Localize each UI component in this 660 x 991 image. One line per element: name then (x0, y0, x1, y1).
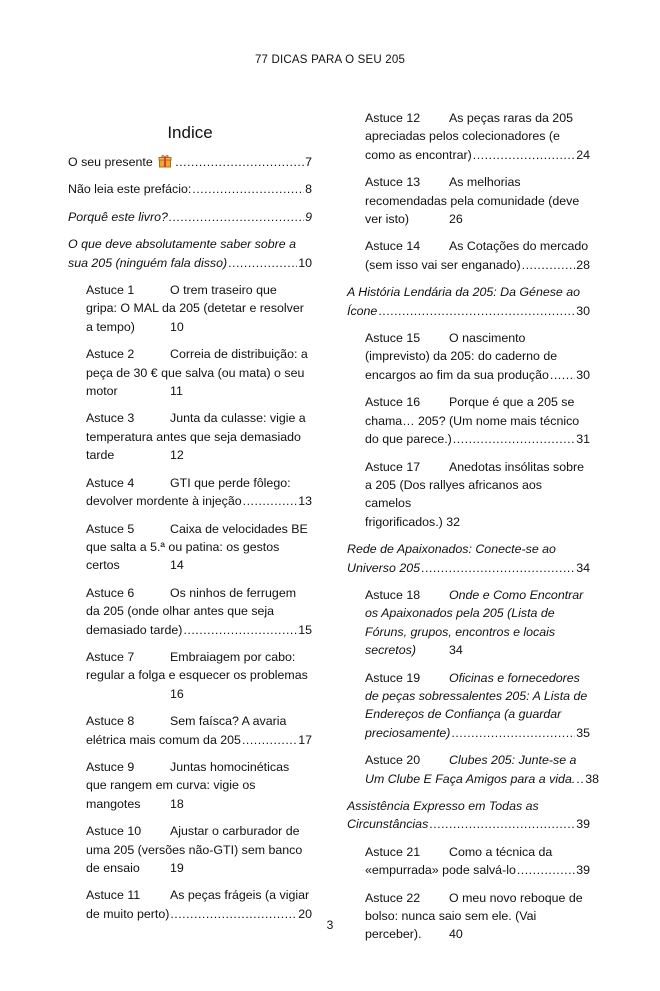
toc-page-number: 16 (170, 686, 184, 701)
toc-entry-label: Onde e Como Encontrar (449, 587, 584, 602)
toc-entry-label: demasiado tarde) (86, 622, 183, 637)
toc-entry-label: A História Lendária da 205: Da Génese ao (347, 285, 581, 300)
toc-page-number: 34 (449, 643, 463, 658)
toc-entry-label: Sem faísca? A avaria (170, 714, 287, 729)
toc-astuce-key: Astuce 6 (86, 585, 135, 600)
toc-column-right (347, 109, 600, 953)
toc-entry-label: (imprevisto) da 205: do caderno de (365, 349, 558, 364)
toc-entry-astuce-4[interactable] (68, 474, 312, 511)
toc-entry-label: de muito perto) (86, 906, 170, 921)
toc-column-left (68, 153, 312, 932)
toc-astuce-key: Astuce 20 (365, 753, 421, 768)
toc-page-number: 40 (449, 927, 463, 942)
toc-astuce-key: Astuce 13 (365, 175, 421, 190)
toc-astuce-key: Astuce 5 (86, 521, 135, 536)
toc-entry-label: Juntas homocinéticas (170, 759, 290, 774)
toc-entry-label: perceber). (365, 927, 422, 942)
dot-leader (473, 146, 575, 164)
toc-entry-label: mangotes (86, 796, 141, 811)
toc-page-number: 39 (576, 817, 590, 832)
toc-astuce-key: Astuce 2 (86, 347, 135, 362)
toc-entry-label: que salta a 5.ª ou patina: os gestos (86, 539, 280, 554)
toc-entry-label: frigorificados.) (365, 514, 443, 529)
toc-astuce-key: Astuce 16 (365, 395, 421, 410)
toc-entry-label: Rede de Apaixonados: Conecte-se ao (347, 542, 556, 557)
dot-leader (453, 430, 575, 448)
toc-entry-label: os Apaixonados pela 205 (Lista de (365, 606, 555, 621)
toc-astuce-key: Astuce 8 (86, 714, 135, 729)
toc-entry-astuce-8[interactable] (68, 712, 312, 749)
dot-leader (192, 180, 304, 198)
toc-entry-astuce-18[interactable] (347, 586, 590, 660)
toc-astuce-key: Astuce 1 (86, 283, 135, 298)
toc-page-number: 31 (576, 432, 590, 447)
toc-entry-label: Oficinas e fornecedores (449, 670, 580, 685)
toc-entry-label: a 205 (Dos rallyes africanos aos camelos (365, 477, 542, 511)
toc-astuce-key: Astuce 19 (365, 670, 421, 685)
toc-entry-label: Junta da culasse: vigie a (170, 411, 306, 426)
toc-entry-label: Embraiagem por cabo: (170, 649, 296, 664)
toc-astuce-key: Astuce 7 (86, 649, 135, 664)
toc-entry-label: Assistência Expresso em Todas as (347, 799, 539, 813)
toc-entry-label: sua 205 (ninguém fala disso) (68, 255, 228, 270)
toc-astuce-key: Astuce 12 (365, 111, 421, 125)
toc-page-number: 8 (305, 182, 312, 197)
toc-astuce-key: Astuce 15 (365, 331, 421, 346)
toc-entry-label: Universo 205 (347, 560, 421, 575)
toc-entry-astuce-9[interactable] (68, 758, 312, 813)
toc-entry-label: (sem isso vai ser enganado) (365, 257, 521, 272)
toc-astuce-key: Astuce 11 (86, 888, 141, 903)
toc-astuce-key: Astuce 14 (365, 239, 421, 254)
toc-entry-astuce-5[interactable] (68, 520, 312, 575)
toc-entry-label: bolso: nunca saio sem ele. (Vai (365, 909, 537, 924)
toc-page-number: 26 (449, 212, 463, 227)
dot-leader (421, 559, 575, 577)
toc-entry-label: peça de 30 € que salva (ou mata) o seu (86, 365, 305, 380)
toc-entry-label: tarde (86, 448, 115, 463)
toc-entry-label: ver isto) (365, 212, 410, 227)
toc-entry-astuce-15[interactable] (347, 329, 590, 384)
toc-astuce-key: Astuce 18 (365, 587, 421, 602)
toc-entry-astuce-22[interactable] (347, 889, 590, 944)
running-header: 77 DICAS PARA O SEU 205 (254, 54, 406, 66)
dot-leader (183, 621, 297, 639)
toc-astuce-key: Astuce 10 (86, 824, 142, 839)
toc-entry-label: secretos) (365, 643, 416, 658)
toc-entry-astuce-12[interactable] (347, 109, 590, 164)
toc-entry-label: Caixa de velocidades BE (170, 521, 308, 536)
toc-page-number: 15 (298, 622, 312, 637)
toc-entry-label: uma 205 (versões não-GTI) sem banco (86, 842, 303, 857)
toc-page-number: 9 (305, 209, 312, 224)
toc-entry-label: O seu presente (68, 155, 153, 169)
toc-entry-label: elétrica mais comum da 205 (86, 732, 241, 747)
toc-entry-astuce-3[interactable] (68, 409, 312, 464)
dot-leader (378, 302, 575, 320)
toc-entry-label: que rangem em curva: vigie os (86, 778, 256, 793)
toc-entry-label: devolver mordente à injeção (86, 494, 242, 509)
toc-section-must-know[interactable] (68, 235, 312, 272)
toc-entry-label: temperatura antes que seja demasiado (86, 429, 301, 444)
dot-leader (169, 208, 304, 226)
toc-page-number: 30 (576, 367, 590, 382)
toc-section-assist[interactable] (347, 797, 590, 834)
toc-entry-astuce-19[interactable] (347, 669, 590, 743)
toc-entry-label: O meu novo reboque de (449, 890, 583, 905)
toc-entry-label: As melhorias (449, 175, 521, 190)
toc-page-number: 11 (170, 384, 183, 399)
toc-entry-astuce-16[interactable] (347, 393, 590, 448)
toc-entry-label: Um Clube E Faça Amigos para a vida. (365, 771, 576, 786)
toc-entry-present[interactable] (68, 153, 312, 171)
dot-leader (175, 153, 304, 171)
toc-page-number: 39 (576, 863, 590, 878)
toc-astuce-key: Astuce 4 (86, 475, 135, 490)
toc-entry-label: Clubes 205: Junte-se a (449, 753, 577, 768)
toc-page-number: 14 (170, 558, 184, 573)
toc-entry-label: Não leia este prefácio: (68, 182, 192, 197)
page-number: 3 (326, 918, 334, 932)
toc-title: Indice (167, 123, 213, 142)
toc-page-number: 20 (298, 906, 312, 921)
toc-entry-label: a tempo) (86, 319, 135, 334)
dot-leader (522, 256, 576, 274)
toc-astuce-key: Astuce 3 (86, 411, 135, 426)
toc-entry-label: certos (86, 558, 120, 573)
dot-leader (451, 724, 575, 742)
toc-astuce-key: Astuce 17 (365, 459, 421, 474)
toc-section-network[interactable] (347, 540, 590, 577)
toc-page-number: 18 (170, 796, 184, 811)
toc-page-number: 32 (446, 514, 461, 529)
toc-entry-label: Como a técnica da (449, 844, 553, 859)
toc-page-number: 7 (305, 155, 312, 169)
toc-entry-astuce-2[interactable] (68, 345, 312, 400)
toc-entry-label: Endereços de Confiança (a guardar (365, 707, 562, 722)
toc-entry-label: Ajustar o carburador de (170, 824, 300, 839)
toc-entry-label: O que deve absolutamente saber sobre a (68, 237, 296, 252)
toc-entry-label: As peças raras da 205 (449, 111, 573, 125)
toc-entry-astuce-20[interactable] (347, 751, 600, 788)
dot-leader (517, 861, 575, 879)
toc-entry-label: Fóruns, grupos, encontros e locais (365, 624, 556, 639)
toc-entry-label: apreciadas pelos colecionadores (e (365, 129, 560, 144)
toc-entry-preface[interactable] (68, 180, 312, 198)
dot-leader (550, 366, 575, 384)
toc-astuce-key: Astuce 21 (365, 844, 421, 859)
toc-entry-label: chama… 205? (Um nome mais técnico (365, 413, 580, 428)
toc-entry-astuce-13[interactable] (347, 173, 590, 228)
toc-entry-label: As Cotações do mercado (449, 239, 589, 254)
toc-page-number: 35 (576, 725, 590, 740)
toc-entry-label: Porque é que a 205 se (449, 395, 575, 410)
toc-entry-label: de peças sobressalentes 205: A Lista de (365, 688, 588, 703)
dot-leader (429, 815, 575, 833)
toc-entry-astuce-17[interactable] (347, 458, 590, 532)
toc-astuce-key: Astuce 9 (86, 759, 135, 774)
toc-entry-label: de ensaio (86, 861, 140, 875)
toc-entry-label: Os ninhos de ferrugem (170, 585, 297, 600)
toc-entry-label: O trem traseiro que (170, 283, 277, 298)
toc-entry-label: Circunstâncias (347, 817, 429, 832)
toc-page-number: 28 (576, 257, 590, 272)
toc-entry-astuce-7[interactable] (68, 648, 312, 703)
toc-entry-astuce-21[interactable] (347, 843, 590, 880)
toc-entry-label: do que parece.) (365, 432, 452, 447)
dot-leader (576, 770, 584, 788)
toc-entry-label: regular a folga e esquecer os problemas (86, 668, 308, 683)
toc-entry-label: As peças frágeis (a vigiar (170, 888, 310, 903)
toc-page-number: 24 (576, 147, 590, 162)
dot-leader (243, 492, 298, 510)
toc-page-number: 17 (298, 732, 312, 747)
toc-entry-astuce-1[interactable] (68, 281, 312, 336)
toc-page-number: 10 (298, 255, 312, 270)
toc-entry-astuce-10[interactable] (68, 822, 312, 877)
toc-page-number: 38 (585, 771, 600, 786)
toc-entry-label: Ícone (347, 303, 378, 318)
toc-entry-why[interactable] (68, 208, 312, 226)
toc-entry-label: Porquê este livro? (68, 209, 168, 224)
toc-astuce-key: Astuce 22 (365, 890, 421, 905)
dot-leader (242, 731, 297, 749)
toc-entry-astuce-6[interactable] (68, 584, 312, 639)
toc-entry-label: motor (86, 384, 118, 399)
toc-page-number: 12 (170, 448, 184, 463)
toc-entry-label: Correia de distribuição: a (170, 347, 308, 362)
toc-page-number: 19 (170, 861, 184, 875)
toc-entry-astuce-14[interactable] (347, 237, 590, 274)
toc-entry-label: como as encontrar) (365, 147, 472, 162)
toc-entry-label: O nascimento (449, 331, 526, 346)
toc-entry-label: gripa: O MAL da 205 (detetar e resolver (86, 301, 304, 316)
toc-entry-label: preciosamente) (365, 725, 451, 740)
toc-section-history[interactable] (347, 283, 590, 320)
toc-page-number: 10 (170, 319, 184, 334)
toc-entry-label: GTI que perde fôlego: (170, 475, 291, 490)
toc-entry-label: da 205 (onde olhar antes que seja (86, 604, 275, 619)
toc-page-number: 30 (576, 303, 590, 318)
gift-icon (158, 154, 172, 168)
toc-entry-label: Anedotas insólitas sobre (449, 459, 585, 474)
toc-entry-label: recomendadas pela comunidade (deve (365, 193, 580, 208)
dot-leader (228, 254, 297, 272)
toc-entry-label: «empurrada» pode salvá-lo (365, 863, 516, 878)
toc-entry-label: encargos ao fim da sua produção (365, 367, 549, 382)
toc-page-number: 13 (298, 494, 312, 509)
toc-page-number: 34 (576, 560, 590, 575)
